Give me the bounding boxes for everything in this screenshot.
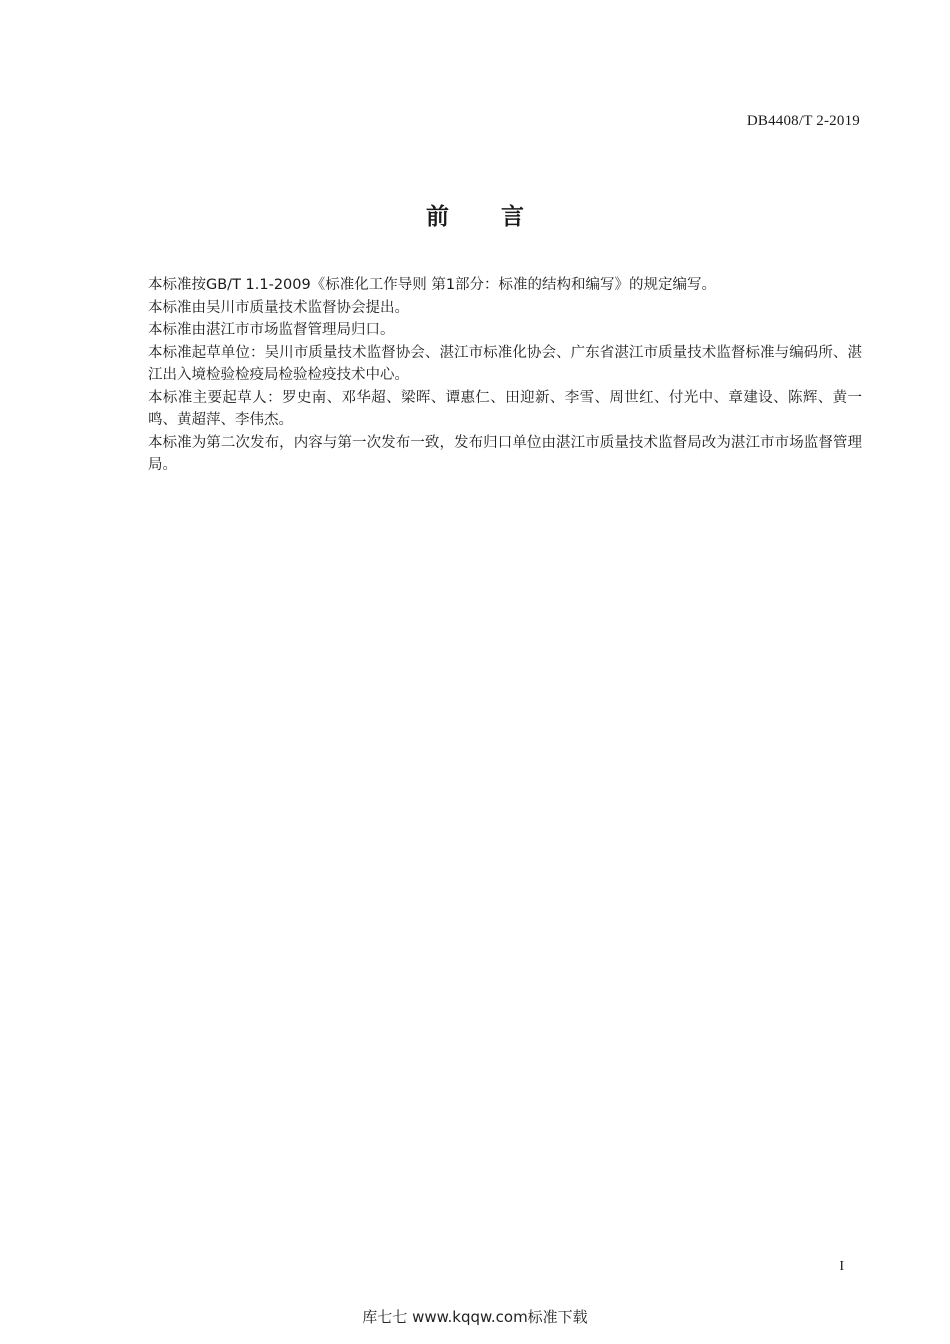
footer-watermark: 库七七 www.kqqw.com标准下载 [362,1308,588,1326]
paragraph-administrator: 本标准由湛江市市场监督管理局归口。 [148,322,395,338]
foreword-body [148,274,862,477]
title-char-2: 言 [501,204,524,230]
paragraph-release-info: 本标准为第二次发布，内容与第一次发布一致，发布归口单位由湛江市质量技术监督局改为湛江市市场监督管理局。 [148,434,862,473]
paragraph-drafters: 本标准主要起草人：罗史南、邓华超、梁晖、谭惠仁、田迎新、李雪、周世红、付光中、章建设、陈辉、黄一鸣、黄超萍、李伟杰。 [148,389,862,428]
title-char-1: 前 [426,204,449,230]
page-title [0,198,950,231]
paragraph-proposer: 本标准由吴川市质量技术监督协会提出。 [148,299,409,316]
document-code: DB4408/T 2-2019 [746,113,860,129]
paragraph-drafting-rules: 本标准按GB/T 1.1-2009《标准化工作导则 第1部分：标准的结构和编写》的规定编写。 [148,277,717,293]
paragraph-drafting-units: 本标准起草单位：吴川市质量技术监督协会、湛江市标准化协会、广东省湛江市质量技术监督标准与编码所、湛江出入境检验检疫局检验检疫技术中心。 [148,344,862,383]
page-number: I [839,1259,844,1274]
